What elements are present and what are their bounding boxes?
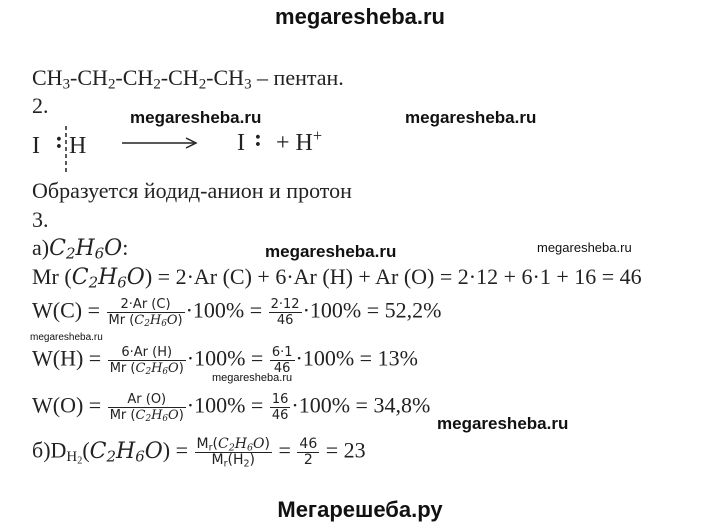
task-3-number: 3. [32,207,49,232]
watermark-2: megaresheba.ru [405,108,537,127]
footer-site-title: Мегарешеба.ру [277,497,443,522]
iodine-right: I [237,130,245,156]
task-2-number: 2. [32,93,49,118]
watermark-5: megaresheba.ru [30,332,103,343]
iodine-left: I [32,133,40,159]
reaction-arrow-icon [120,136,200,150]
mass-fraction-oxygen: W(O) = $\frac{Ar (O)}{Mr (C_2H_6O)}$ ·100% = $\frac{16}{46}$ ·100% = 34,8% [32,392,431,425]
proton-right: + H+ [276,126,323,156]
watermark-4: megaresheba.ru [537,240,632,255]
task-2-result: Образуется йодид-анион и протон [32,178,352,203]
mass-fraction-hydrogen: W(H) = $\frac{6\cdot Ar (H)}{Mr (C_2H_6O)}$ ·100% = $\frac{6\cdot 1}{46}$ ·100% = 13% [32,345,418,378]
part-a-label: $а)C_2H_6O$: [32,235,129,263]
hydrogen-left: H [69,133,87,159]
electron-pair-left: : [55,128,63,154]
pentane-tail: -CH [206,65,245,90]
watermark-1: megaresheba.ru [130,108,262,127]
watermark-6: megaresheba.ru [212,372,293,384]
watermark-7: megaresheba.ru [437,414,569,433]
header-site-title: megaresheba.ru [275,4,445,29]
watermark-3: megaresheba.ru [265,242,397,261]
molar-mass-line: Mr $(C_2H_6O) = 2\cdot Ar$ (C) + 6·Ar (H) + Ar (O) = 2·12 + 6·1 + 16 = 46 [32,264,642,292]
pentane-formula-line: $CH_3-CH_2-CH_2-CH_2-CH_3$ – пентан. [32,65,344,93]
pentane-name: – пентан. [251,65,344,90]
mass-fraction-carbon: W(C) = $\frac{2\cdot Ar (C)}{Mr (C_2H_6O)}$ ·100% = $\frac{2\cdot 12}{46}$ ·100% = 52,2% [32,297,442,330]
electron-pair-right: : [254,126,262,152]
relative-density-line: $б)D_{H_2}(C_2H_6O)$ = $\frac{M_r(C_2H_6O)}{M_r(H_2)}$ = $\frac{46}{2}$ = 23 [32,436,366,470]
